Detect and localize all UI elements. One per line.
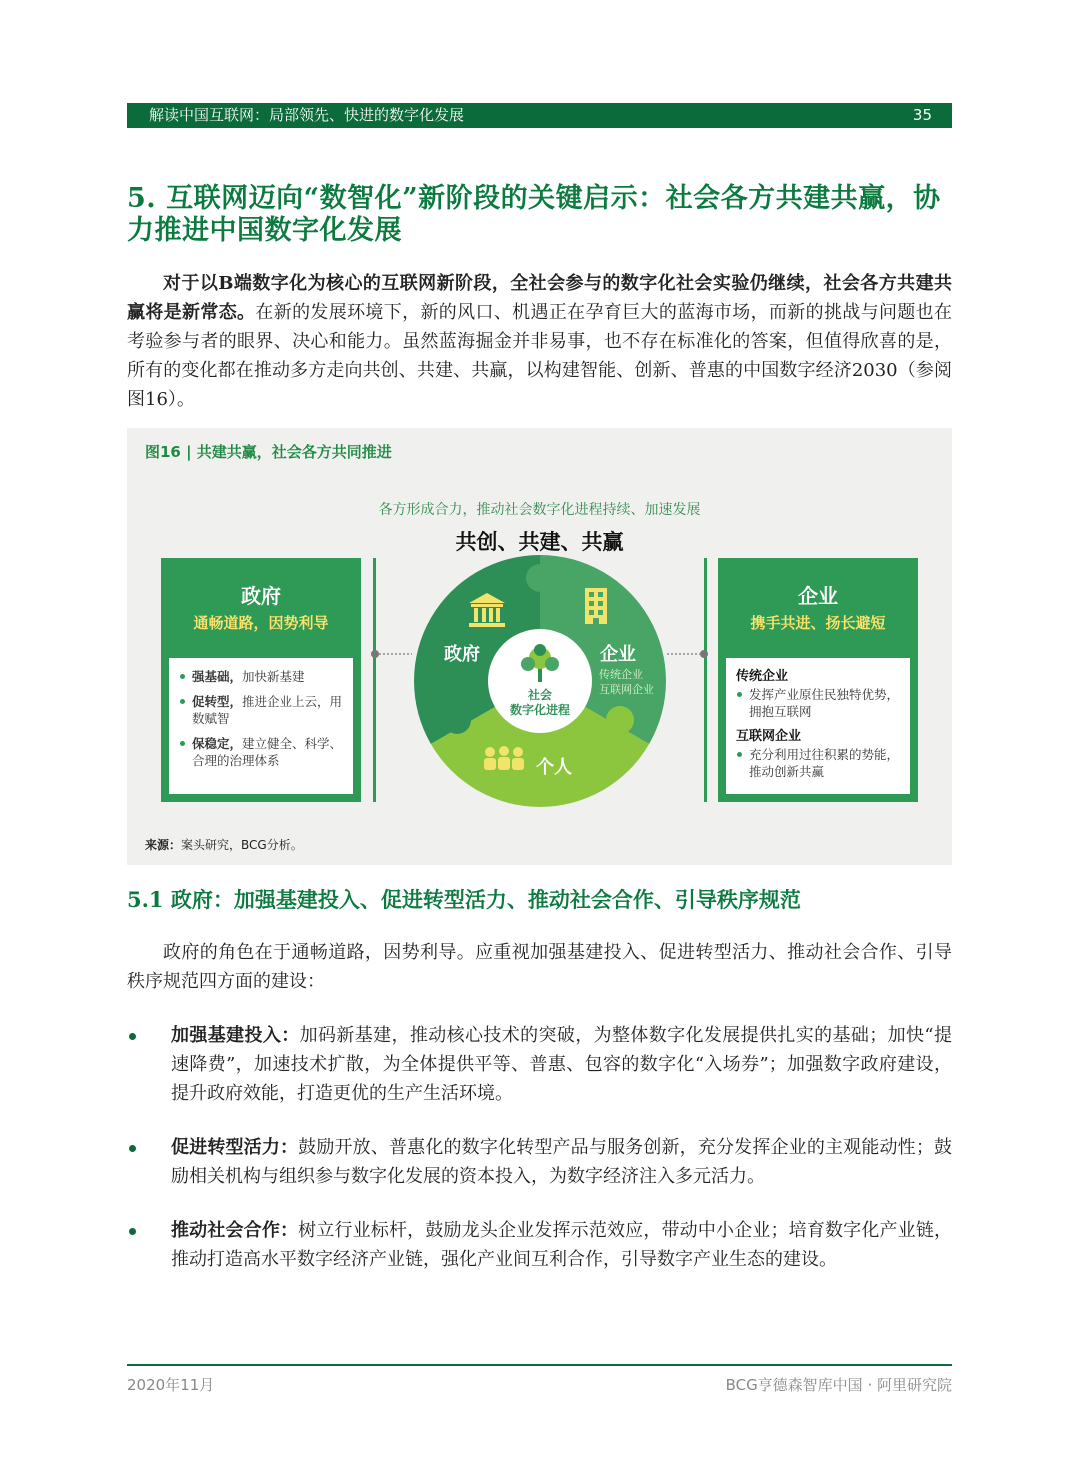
bullet-bold: 促进转型活力： bbox=[171, 1137, 299, 1158]
connector-dot-right bbox=[700, 650, 708, 658]
gov-item-bold: 促转型， bbox=[192, 694, 243, 709]
wheel-center-label1: 社会 bbox=[527, 688, 553, 702]
footer-date: 2020年11月 bbox=[127, 1376, 215, 1394]
gov-item-bold: 保稳定， bbox=[192, 736, 243, 751]
gov-panel-subtitle: 通畅道路，因势利导 bbox=[193, 614, 329, 632]
bullet-bold: 推动社会合作： bbox=[171, 1220, 299, 1241]
figure-16 bbox=[127, 428, 952, 865]
footer-divider bbox=[127, 1364, 952, 1366]
header-title: 解读中国互联网：局部领先、快进的数字化发展 bbox=[149, 106, 465, 124]
subsection-paragraph: 政府的角色在于通畅道路，因势利导。应重视加强基建投入、促进转型活力、推动社会合作、引导秩序规范四方面的建设： bbox=[127, 942, 952, 992]
list-item bbox=[127, 1021, 952, 1108]
wheel-label-ent: 企业 bbox=[600, 644, 636, 665]
connector-dot-left bbox=[371, 650, 379, 658]
list-item bbox=[127, 1133, 952, 1191]
figure-subtitle: 各方形成合力，推动社会数字化进程持续、加速发展 bbox=[378, 502, 701, 518]
bullet-dot bbox=[129, 1228, 136, 1235]
gov-item-text: 加快新基建 bbox=[242, 669, 305, 684]
intro-bold: 对于以B端数字化为核心的互联网新阶段，全社会参与的数字化社会实验仍继续，社会各方共建共赢将是新常态。 bbox=[127, 273, 952, 323]
wheel-center-label2: 数字化进程 bbox=[509, 703, 571, 717]
ent-item-text: 充分利用过往积累的势能，推动创新共赢 bbox=[749, 747, 900, 779]
page-header-bar bbox=[127, 103, 952, 128]
page-number: 35 bbox=[912, 106, 932, 124]
ent-group-heading: 传统企业 bbox=[736, 669, 789, 684]
list-item bbox=[127, 1216, 952, 1274]
gov-item-text: 建立健全、科学、合理的治理体系 bbox=[192, 736, 343, 768]
collaboration-wheel bbox=[127, 428, 952, 865]
puzzle-knob bbox=[443, 706, 471, 734]
people-icon bbox=[484, 746, 524, 770]
office-building-icon bbox=[585, 588, 607, 624]
source-text: 案头研究，BCG分析。 bbox=[181, 838, 303, 852]
footer-publisher: BCG亨德森智库中国 · 阿里研究院 bbox=[725, 1376, 952, 1394]
puzzle-knob bbox=[526, 564, 554, 592]
bullet-text: 鼓励开放、普惠化的数字化转型产品与服务创新，充分发挥企业的主观能动性；鼓励相关机构与组织参与数字化发展的资本投入，为数字经济注入多元活力。 bbox=[171, 1137, 953, 1187]
wheel-label-person: 个人 bbox=[536, 757, 572, 778]
bullet-text: 加码新基建，推动核心技术的突破，为整体数字化发展提供扎实的基础；加快“提速降费”，加速技术扩散，为全体提供平等、普惠、包容的数字化“入场券”；加强数字政府建设，提升政府效能，打造更优的生产生活环境。 bbox=[171, 1025, 953, 1104]
gov-item-text: 推进企业上云，用数赋智 bbox=[192, 694, 343, 726]
gov-panel-title: 政府 bbox=[241, 584, 281, 608]
figure-main-slogan: 共创、共建、共赢 bbox=[455, 530, 624, 554]
wheel-label-ent-sub1: 传统企业 bbox=[599, 668, 643, 681]
intro-paragraph bbox=[127, 269, 952, 414]
figure-source bbox=[145, 836, 303, 853]
puzzle-knob bbox=[606, 706, 634, 734]
bullet-dot bbox=[129, 1145, 136, 1152]
figure-label: 图16 | 共建共赢，社会各方共同推进 bbox=[145, 443, 392, 461]
bullet-bold: 加强基建投入： bbox=[171, 1025, 300, 1046]
bullet-dot bbox=[129, 1033, 136, 1040]
bullet-text: 树立行业标杆，鼓励龙头企业发挥示范效应，带动中小企业；培育数字化产业链，推动打造高水平数字经济产业链，强化产业间互利合作，引导数字产业生态的建设。 bbox=[171, 1220, 953, 1270]
ent-group-heading: 互联网企业 bbox=[736, 729, 802, 744]
wheel-label-ent-sub2: 互联网企业 bbox=[599, 683, 654, 696]
section-title: 5. 互联网迈向“数智化”新阶段的关键启示：社会各方共建共赢，协力推进中国数字化发展 bbox=[127, 183, 941, 246]
bullet-list bbox=[127, 1021, 952, 1299]
ent-item-text: 发挥产业原住民独特优势，拥抱互联网 bbox=[749, 687, 900, 719]
gov-item-bold: 强基础， bbox=[192, 669, 243, 684]
source-label: 来源： bbox=[145, 838, 182, 852]
ent-panel-subtitle: 携手共进、扬长避短 bbox=[750, 614, 886, 632]
wheel-label-gov: 政府 bbox=[444, 644, 480, 665]
intro-text: 在新的发展环境下，新的风口、机遇正在孕育巨大的蓝海市场，而新的挑战与问题也在考验参与者的眼界、决心和能力。虽然蓝海掘金并非易事，也不存在标准化的答案，但值得欣喜的是，所有的变化都在推动多方走向共创、共建、共赢，以构建智能、创新、普惠的中国数字经济2030（参阅图16）。 bbox=[127, 302, 953, 410]
subsection-title: 5.1 政府：加强基建投入、促进转型活力、推动社会合作、引导秩序规范 bbox=[127, 887, 801, 912]
ent-panel-title: 企业 bbox=[798, 584, 838, 608]
